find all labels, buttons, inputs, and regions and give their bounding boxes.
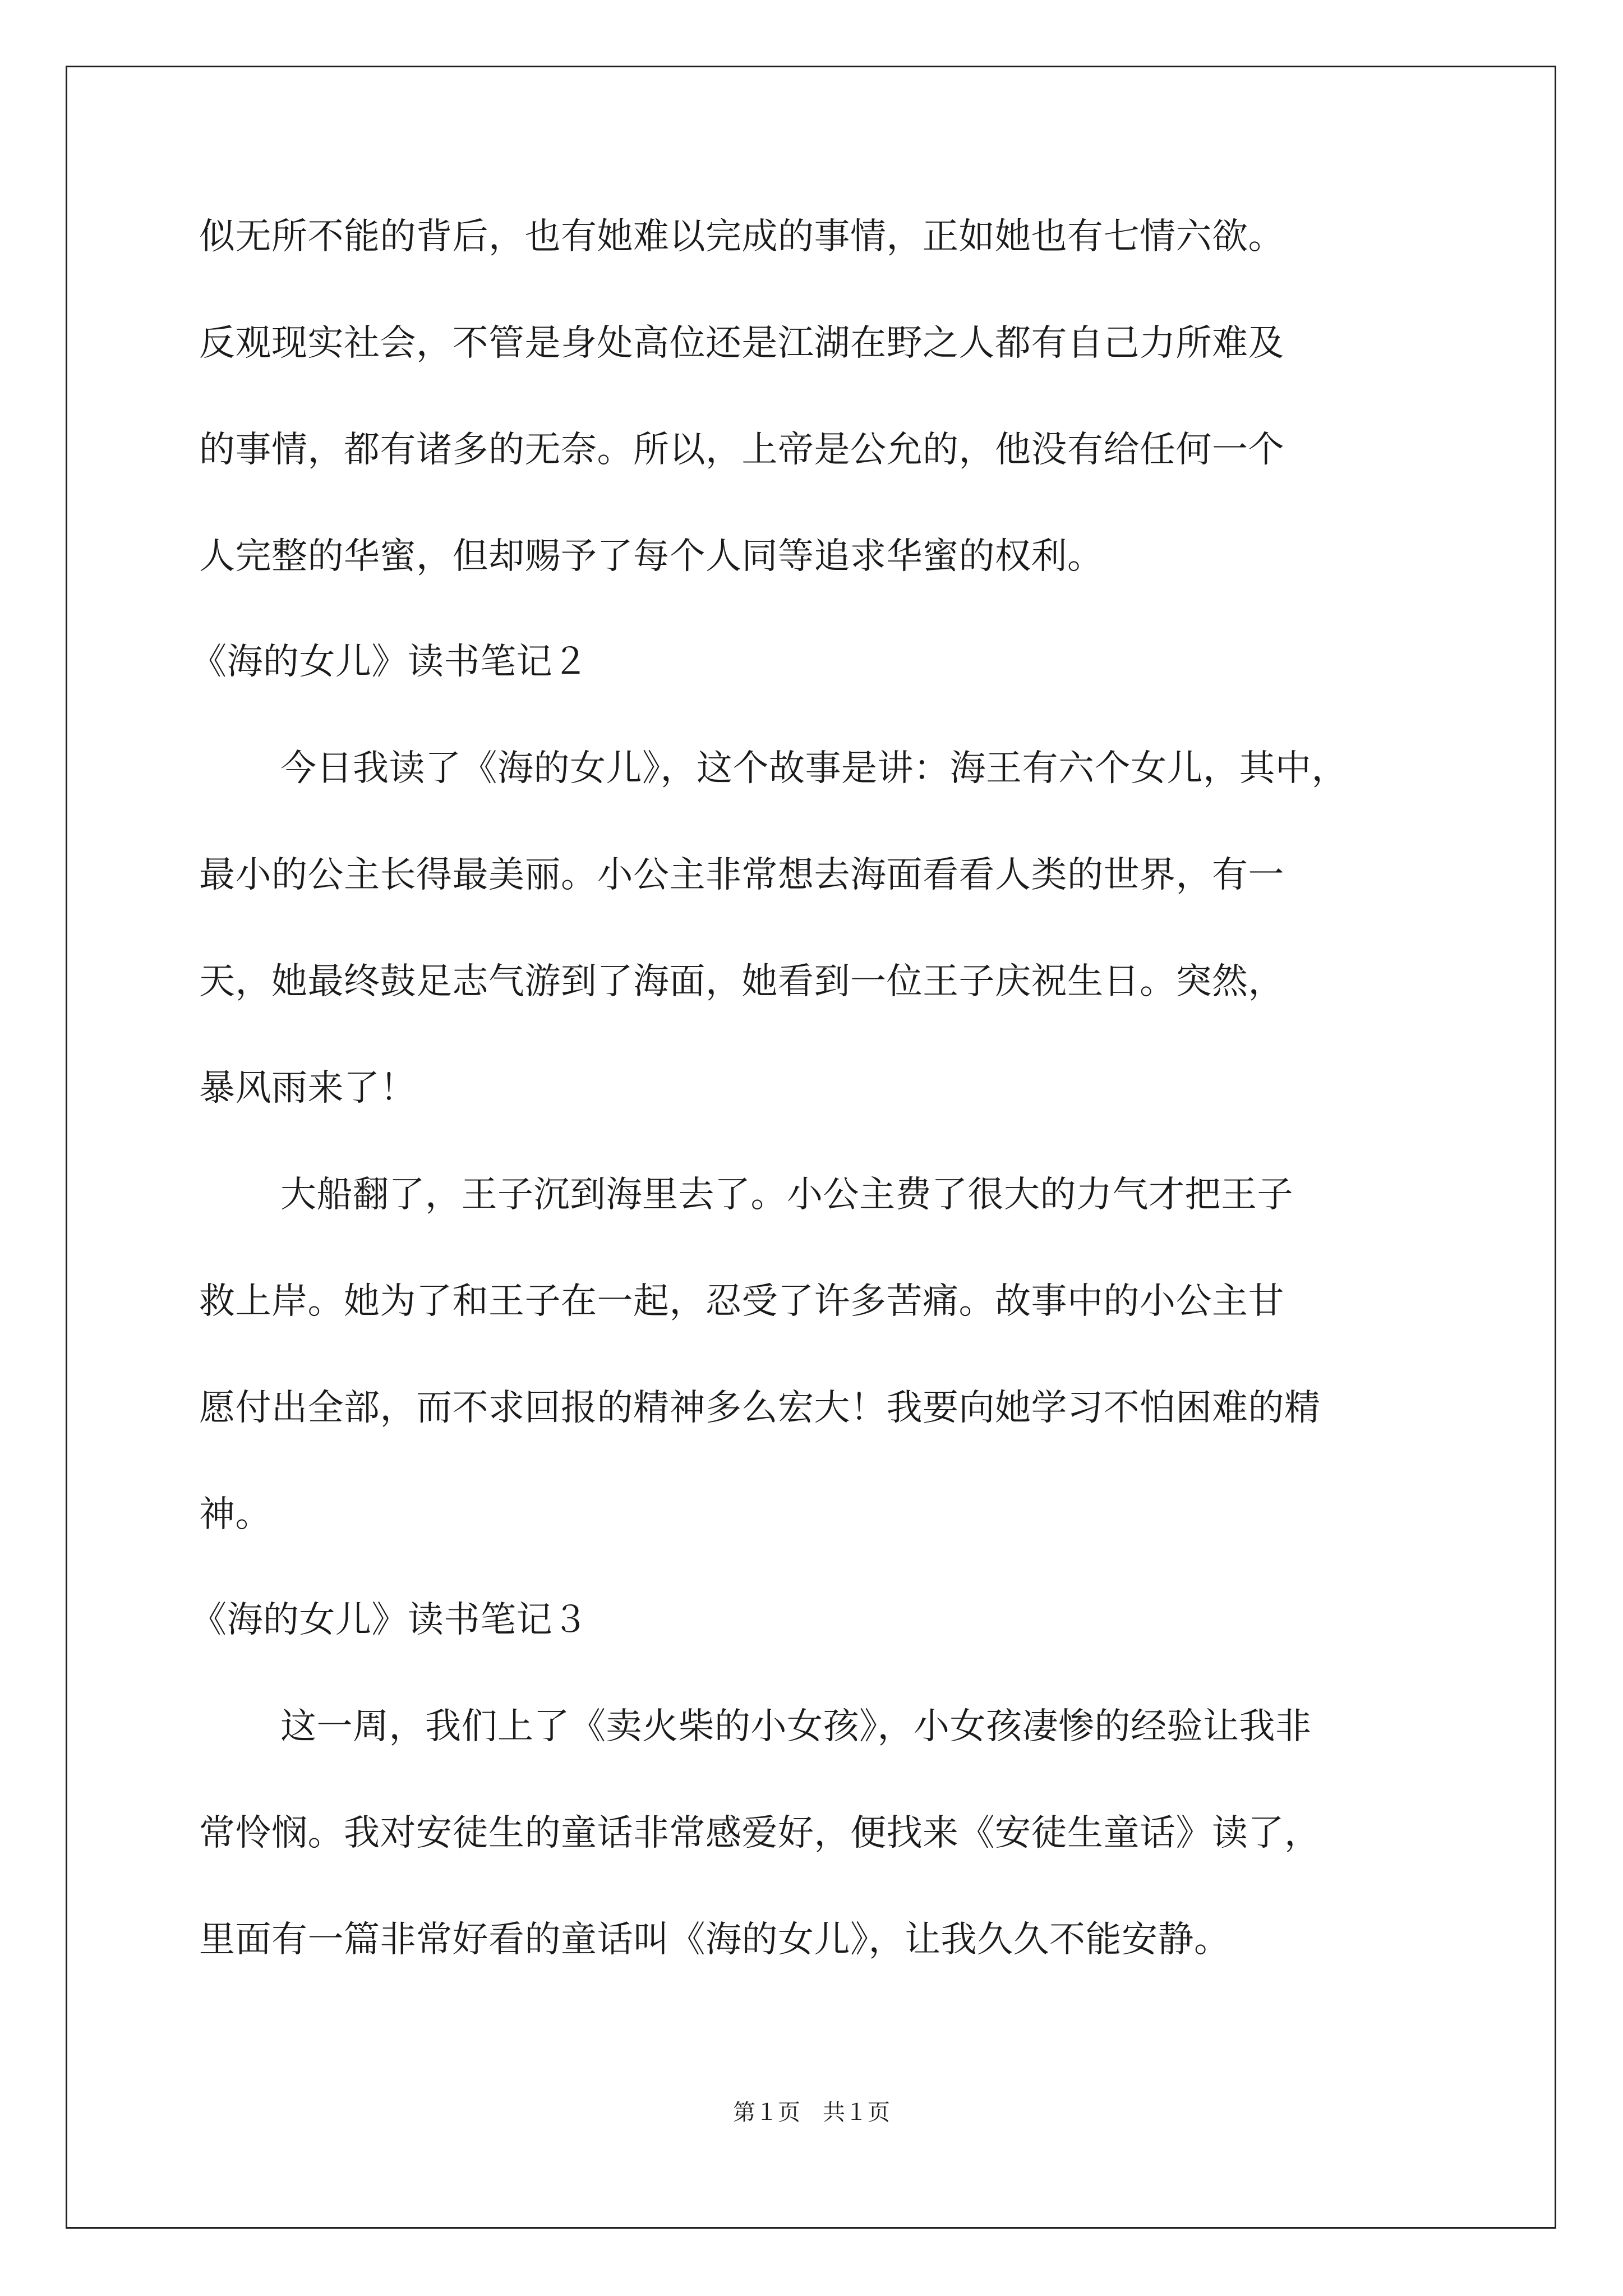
paragraph-first-line: 这一周，我们上了《卖火柴的小女孩》，小女孩凄惨的经验让我非	[280, 1706, 1312, 1747]
body-line: 常怜悯。我对安徒生的童话非常感爱好，便找来《安徒生童话》读了，	[199, 1812, 1321, 1854]
body-line: 里面有一篇非常好看的童话叫《海的女儿》，让我久久不能安静。	[199, 1919, 1230, 1961]
body-line: 反观现实社会，不管是身处高位还是江湖在野之人都有自己力所难及	[199, 323, 1284, 364]
section-heading: 《海的女儿》读书笔记３	[191, 1599, 589, 1641]
body-line: 天，她最终鼓足志气游到了海面，她看到一位王子庆祝生日。突然，	[199, 961, 1284, 1002]
page-border	[66, 66, 1556, 2229]
body-line: 最小的公主长得最美丽。小公主非常想去海面看看人类的世界，有一	[199, 854, 1284, 896]
section-heading: 《海的女儿》读书笔记２	[191, 641, 589, 683]
body-line: 神。	[199, 1494, 271, 1535]
body-line: 似无所不能的背后，也有她难以完成的事情，正如她也有七情六欲。	[199, 216, 1284, 257]
page-number: 第１页 共１页	[733, 2100, 890, 2125]
body-line: 暴风雨来了！	[199, 1068, 416, 1109]
body-line: 的事情，都有诸多的无奈。所以，上帝是公允的，他没有给任何一个	[199, 429, 1284, 471]
paragraph-first-line: 大船翻了，王子沉到海里去了。小公主费了很大的力气才把王子	[280, 1174, 1293, 1216]
body-line: 人完整的华蜜，但却赐予了每个人同等追求华蜜的权利。	[199, 536, 1104, 577]
body-line: 愿付出全部，而不求回报的精神多么宏大！我要向她学习不怕困难的精	[199, 1387, 1321, 1429]
paragraph-first-line: 今日我读了《海的女儿》，这个故事是讲：海王有六个女儿，其中，	[280, 748, 1348, 789]
body-line: 救上岸。她为了和王子在一起，忍受了许多苦痛。故事中的小公主甘	[199, 1281, 1284, 1322]
